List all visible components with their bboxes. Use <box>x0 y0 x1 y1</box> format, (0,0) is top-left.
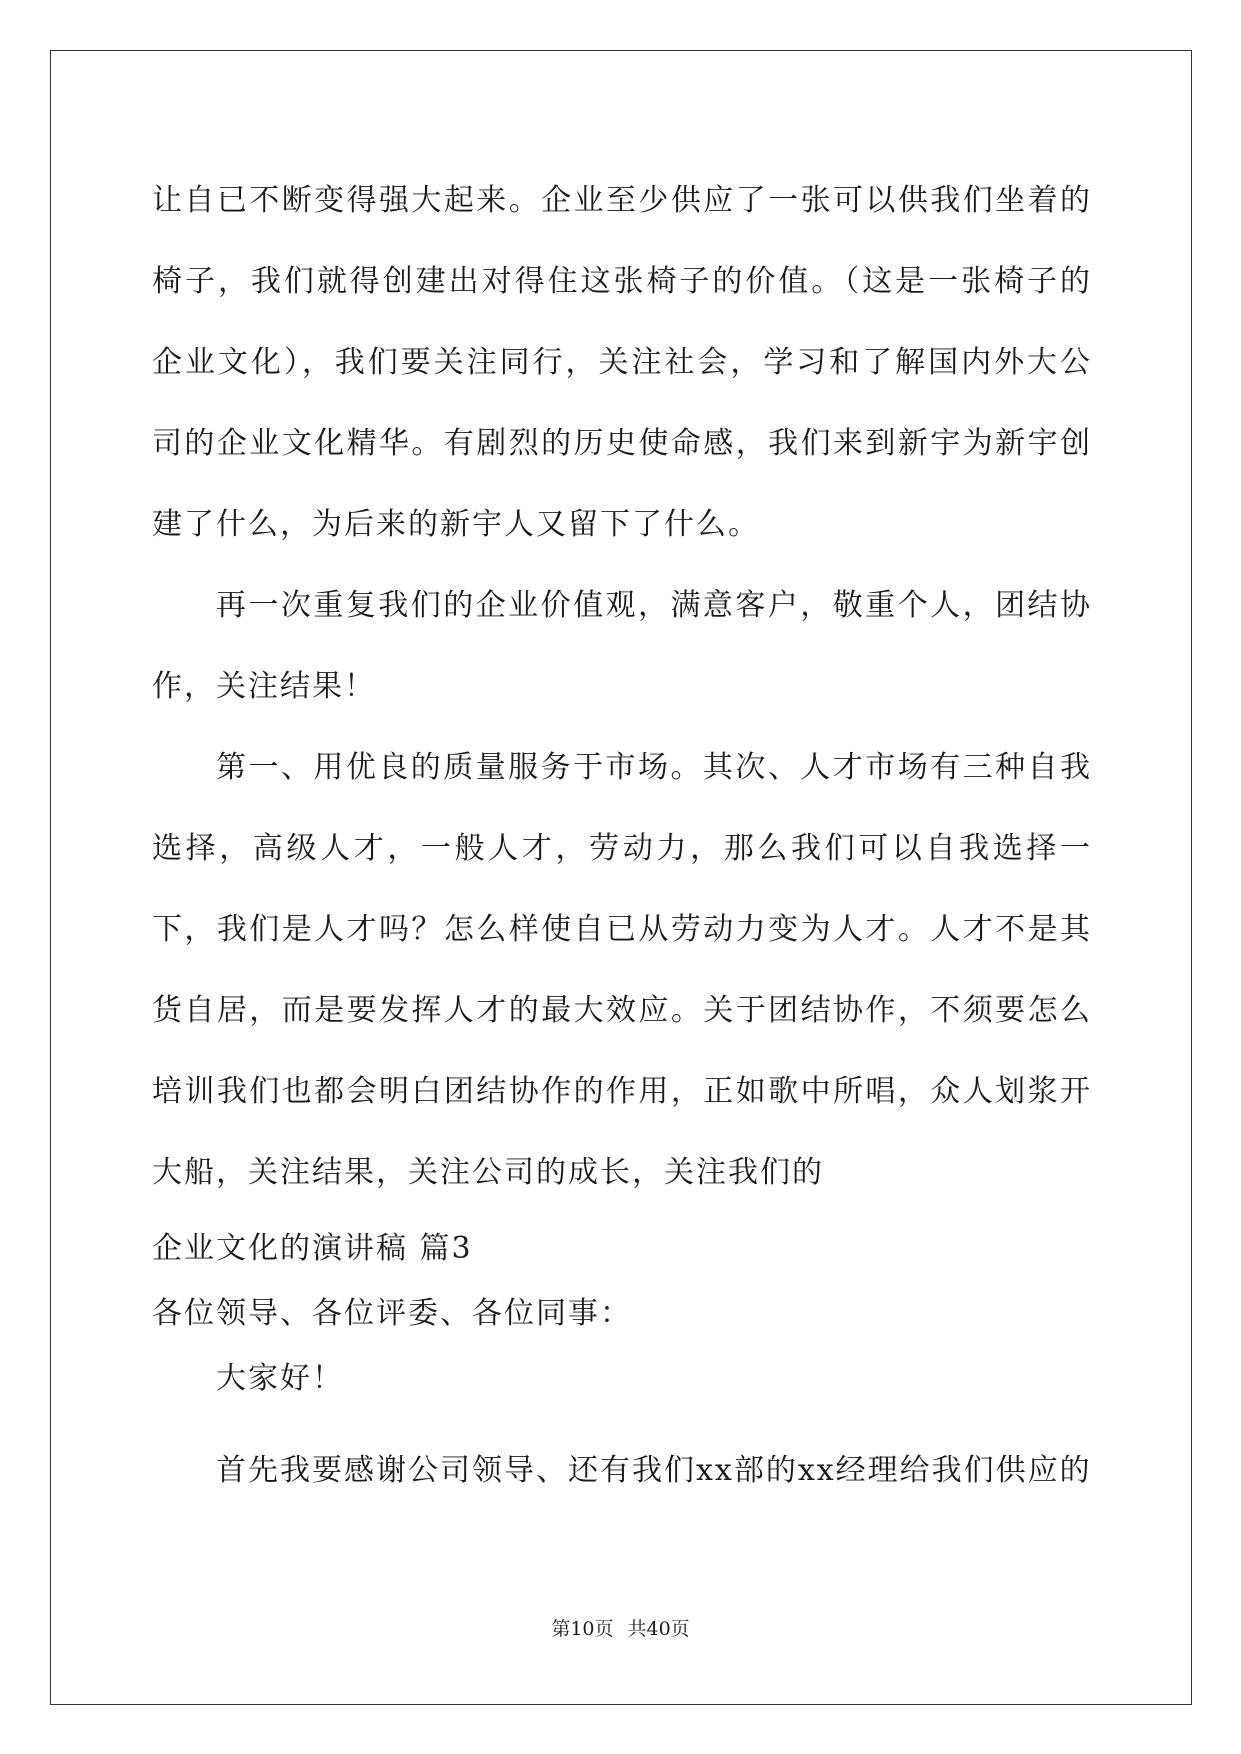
salutation: 各位领导、各位评委、各位同事： <box>152 1296 632 1331</box>
page-footer <box>0 1614 1241 1641</box>
section-heading: 企业文化的演讲稿 篇3 <box>152 1231 473 1266</box>
paragraph-continuation: 让自已不断变得强大起来。企业至少供应了一张可以供我们坐着的椅子，我们就得创建出对得住这张椅子的价值。（这是一张椅子的企业文化），我们要关注同行，关注社会，学习和了解国内外大公司的企业文化精华。有剧烈的历史使命感，我们来到新宇为新宇创建了什么，为后来的新宇人又留下了什么。 <box>152 183 1092 542</box>
paragraph-values: 再一次重复我们的企业价值观，满意客户，敬重个人，团结协作，关注结果！ <box>152 588 1092 704</box>
page-number-current: 第10页 <box>551 1618 614 1640</box>
paragraph-thanks: 首先我要感谢公司领导、还有我们xx部的xx经理给我们供应的 <box>216 1453 1092 1488</box>
paragraph-first-point: 第一、用优良的质量服务于市场。其次、人才市场有三种自我选择，高级人才，一般人才，劳动力，那么我们可以自我选择一下，我们是人才吗？怎么样使自已从劳动力变为人才。人才不是其货自居，而是要发挥人才的最大效应。关于团结协作，不须要怎么培训我们也都会明白团结协作的作用，正如歌中所唱，众人划浆开大船，关注结果，关注公司的成长，关注我们的 <box>152 750 1092 1190</box>
greeting: 大家好！ <box>216 1361 344 1396</box>
page-number-total: 共40页 <box>627 1618 690 1640</box>
document-body <box>152 160 1092 1511</box>
